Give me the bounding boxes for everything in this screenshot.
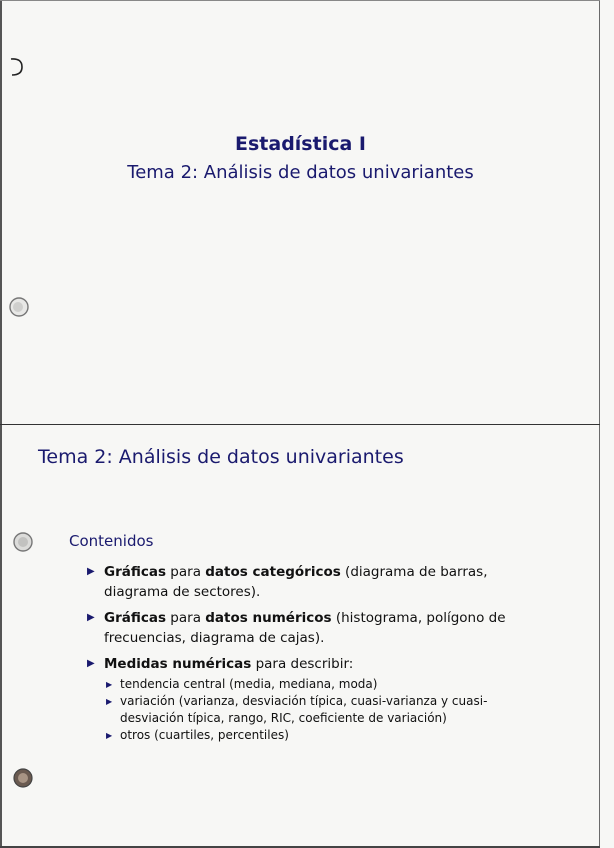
sub-item-text: variación (varianza, desviación típica, cuasi-varianza y cuasi-desviación típica, rango, RIC, coeficiente de variación) — [120, 694, 488, 725]
triangle-right-icon: ▶ — [87, 566, 95, 577]
section-heading: Contenidos — [69, 532, 154, 550]
sub-list-item — [104, 727, 514, 744]
presentation-title: Estadística I — [235, 133, 366, 155]
item-text: (diagrama de barras, diagrama de sectores). — [104, 564, 488, 600]
sub-list-item — [104, 693, 514, 727]
sub-item-text: otros (cuartiles, percentiles) — [120, 728, 289, 742]
item-bold-text: datos numéricos — [205, 610, 332, 626]
sub-item-text: tendencia central (media, mediana, moda) — [120, 677, 378, 691]
triangle-right-icon: ▶ — [106, 697, 113, 706]
triangle-right-icon: ▶ — [87, 612, 95, 623]
contents-slide — [2, 425, 599, 846]
sub-list — [104, 676, 514, 744]
title-slide — [2, 1, 599, 424]
item-text: para describir: — [251, 656, 354, 672]
item-text: (histograma, polígono de frecuencias, diagrama de cajas). — [104, 610, 506, 646]
frame-title: Tema 2: Análisis de datos univariantes — [38, 446, 404, 468]
sub-list-item — [104, 676, 514, 693]
contents-list — [84, 562, 514, 750]
item-text: para — [166, 610, 206, 626]
item-text: para — [166, 564, 206, 580]
triangle-right-icon: ▶ — [87, 658, 95, 669]
item-bold-text: datos categóricos — [205, 564, 341, 580]
triangle-right-icon: ▶ — [106, 680, 113, 689]
triangle-right-icon: ▶ — [106, 731, 113, 740]
item-bold-text: Gráficas — [104, 564, 167, 580]
list-item — [84, 654, 514, 744]
presentation-subtitle: Tema 2: Análisis de datos univariantes — [127, 162, 474, 183]
list-item — [84, 608, 514, 648]
item-bold-text: Gráficas — [104, 610, 167, 626]
item-bold-text: Medidas numéricas — [104, 656, 252, 672]
list-item — [84, 562, 514, 602]
